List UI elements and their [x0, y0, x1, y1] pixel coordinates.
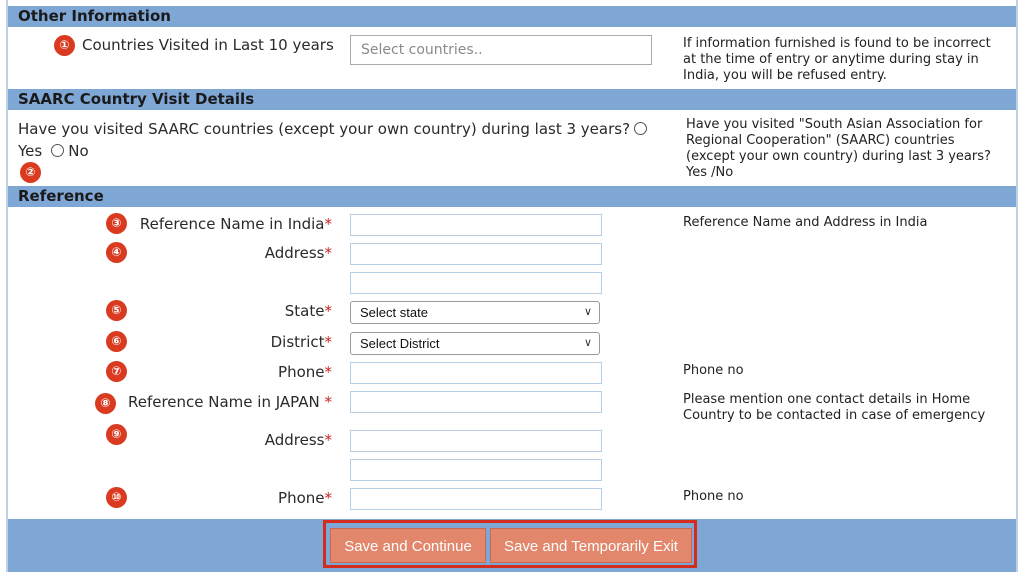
- countries-placeholder: Select countries..: [361, 42, 483, 58]
- section-header-saarc: SAARC Country Visit Details: [8, 89, 1016, 110]
- phone-india-help: Phone no: [683, 363, 744, 378]
- reference-name-japan-input[interactable]: [350, 391, 602, 413]
- address-japan-line2-input[interactable]: [350, 459, 602, 481]
- address-india-line1-input[interactable]: [350, 243, 602, 265]
- chevron-down-icon: ∨: [583, 306, 592, 318]
- phone-japan-input[interactable]: [350, 488, 602, 510]
- district-label: District*: [270, 333, 332, 351]
- reference-name-india-help: Reference Name and Address in India: [683, 215, 928, 230]
- marker-1: ①: [54, 35, 75, 56]
- marker-5: ⑤: [106, 300, 127, 321]
- state-label: State*: [284, 302, 332, 320]
- marker-10: ⑩: [106, 487, 127, 508]
- saarc-no-radio[interactable]: [51, 144, 64, 157]
- marker-6: ⑥: [106, 331, 127, 352]
- save-and-temporarily-exit-button[interactable]: Save and Temporarily Exit: [490, 528, 692, 563]
- saarc-yes-radio[interactable]: [634, 122, 647, 135]
- district-select[interactable]: [350, 332, 600, 355]
- phone-japan-help: Phone no: [683, 489, 744, 504]
- saarc-question: Have you visited SAARC countries (except your own country) during last 3 years?: [18, 120, 631, 138]
- saarc-help: Have you visited "South Asian Association for Regional Cooperation" (SAARC) countries (except your own country) during last 3 years? Yes /No: [686, 117, 991, 180]
- reference-name-india-label: Reference Name in India*: [139, 215, 332, 233]
- district-select-value: Select District: [360, 336, 440, 351]
- address-india-line2-input[interactable]: [350, 272, 602, 294]
- address-india-label: Address*: [264, 244, 332, 262]
- marker-4: ④: [106, 242, 127, 263]
- marker-7: ⑦: [106, 361, 127, 382]
- phone-india-label: Phone*: [278, 363, 332, 381]
- phone-japan-label: Phone*: [278, 489, 332, 507]
- reference-name-india-input[interactable]: [350, 214, 602, 236]
- saarc-yes-label: Yes: [18, 142, 43, 160]
- address-japan-label: Address*: [264, 431, 332, 449]
- chevron-down-icon: ∨: [583, 337, 592, 349]
- section-header-other-information: Other Information: [8, 6, 1016, 27]
- countries-select[interactable]: [350, 35, 652, 65]
- phone-india-input[interactable]: [350, 362, 602, 384]
- marker-8: ⑧: [95, 393, 116, 414]
- reference-name-japan-help: Please mention one contact details in Home Country to be contacted in case of emergency: [683, 392, 986, 423]
- marker-9: ⑨: [106, 424, 127, 445]
- other-info-help: If information furnished is found to be incorrect at the time of entry or anytime during stay in India, you will be refused entry.: [683, 36, 991, 83]
- saarc-no-label: No: [68, 142, 89, 160]
- reference-name-japan-label: Reference Name in JAPAN *: [127, 393, 332, 411]
- countries-visited-label: Countries Visited in Last 10 years: [82, 36, 334, 54]
- address-japan-line1-input[interactable]: [350, 430, 602, 452]
- marker-2: ②: [20, 162, 41, 183]
- marker-3: ③: [106, 213, 127, 234]
- section-header-reference: Reference: [8, 186, 1016, 207]
- saarc-question-block: [18, 118, 658, 162]
- save-and-continue-button[interactable]: Save and Continue: [330, 528, 486, 563]
- state-select[interactable]: [350, 301, 600, 324]
- state-select-value: Select state: [360, 305, 428, 320]
